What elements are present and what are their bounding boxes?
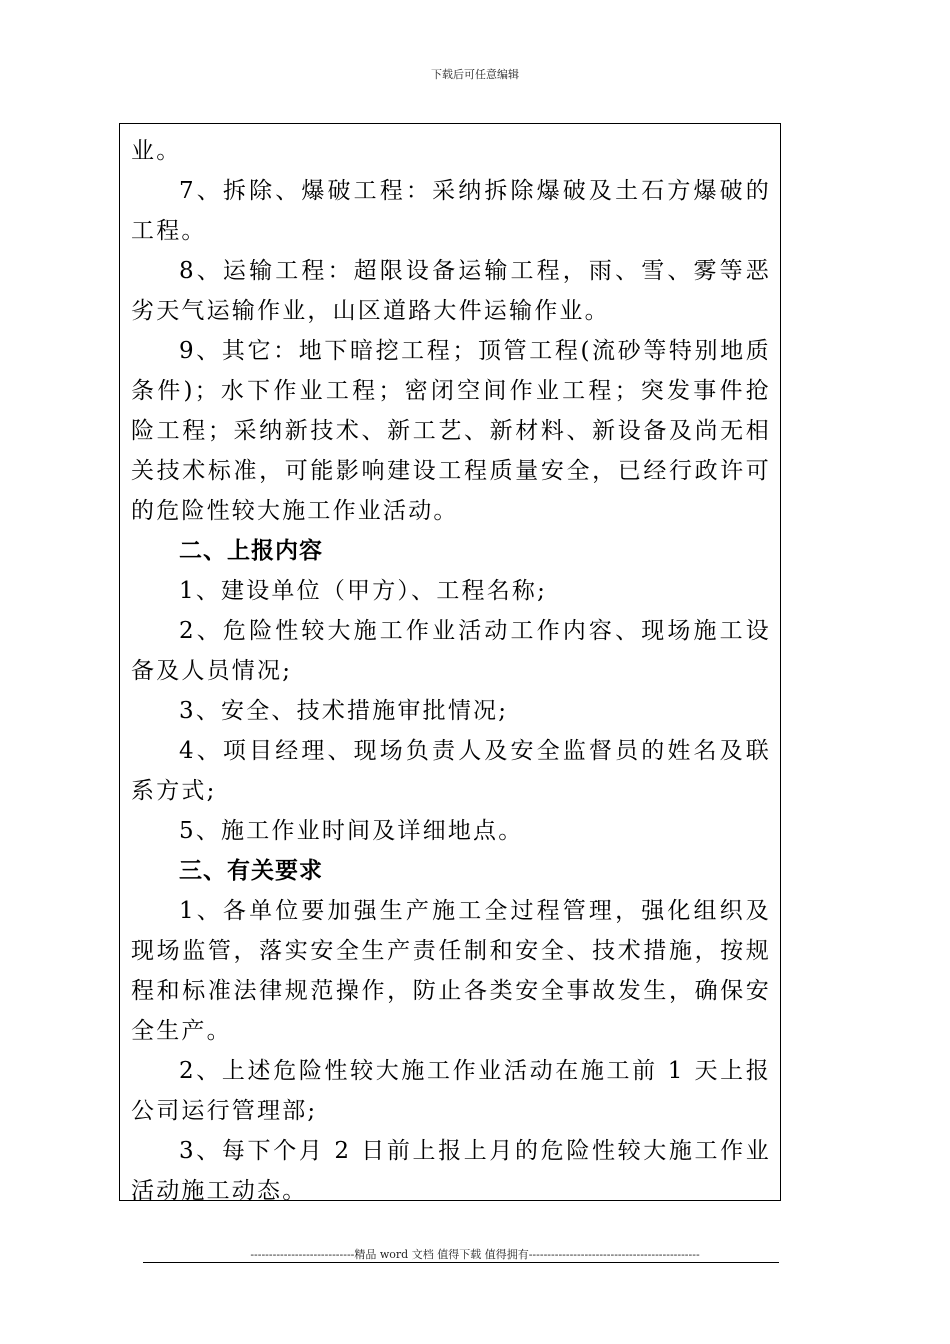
paragraph-item-7: 7、拆除、爆破工程：采纳拆除爆破及土石方爆破的工程。 [131,178,771,244]
section-heading-requirements: 三、有关要求 [179,858,323,884]
document-frame [119,123,781,1204]
paragraph-item-8: 8、运输工程：超限设备运输工程，雨、雪、雾等恶劣天气运输作业，山区道路大件运输作业。 [131,258,771,324]
section-heading-report: 二、上报内容 [179,538,323,564]
report-item-1: 1、建设单位（甲方）、工程名称; [179,578,548,604]
report-item-2: 2、危险性较大施工作业活动工作内容、现场施工设备及人员情况; [131,618,771,684]
report-item-5: 5、施工作业时间及详细地点。 [179,818,524,844]
requirement-item-2: 2、上述危险性较大施工作业活动在施工前 1 天上报公司运行管理部; [131,1058,771,1124]
paragraph-continuation: 业。 [131,138,182,164]
report-item-4: 4、项目经理、现场负责人及安全监督员的姓名及联系方式; [131,738,771,804]
footer-divider [143,1262,779,1263]
page-footer: ----------------------------精品 word 文档 值得下载 值得拥有---------------------------------------------- [250,1248,700,1261]
report-item-3: 3、安全、技术措施审批情况; [179,698,509,724]
document-body [131,131,771,1211]
paragraph-item-9: 9、其它：地下暗挖工程；顶管工程(流砂等特别地质条件)；水下作业工程；密闭空间作业工程；突发事件抢险工程；采纳新技术、新工艺、新材料、新设备及尚无相关技术标准，可能影响建设工程质量安全，已经行政许可的危险性较大施工作业活动。 [131,338,771,524]
page-header: 下载后可任意编辑 [431,68,519,81]
requirement-item-3: 3、每下个月 2 日前上报上月的危险性较大施工作业活动施工动态。 [131,1138,771,1204]
requirement-item-1: 1、各单位要加强生产施工全过程管理，强化组织及现场监管，落实安全生产责任制和安全、技术措施，按规程和标准法律规范操作，防止各类安全事故发生，确保安全生产。 [131,898,771,1044]
